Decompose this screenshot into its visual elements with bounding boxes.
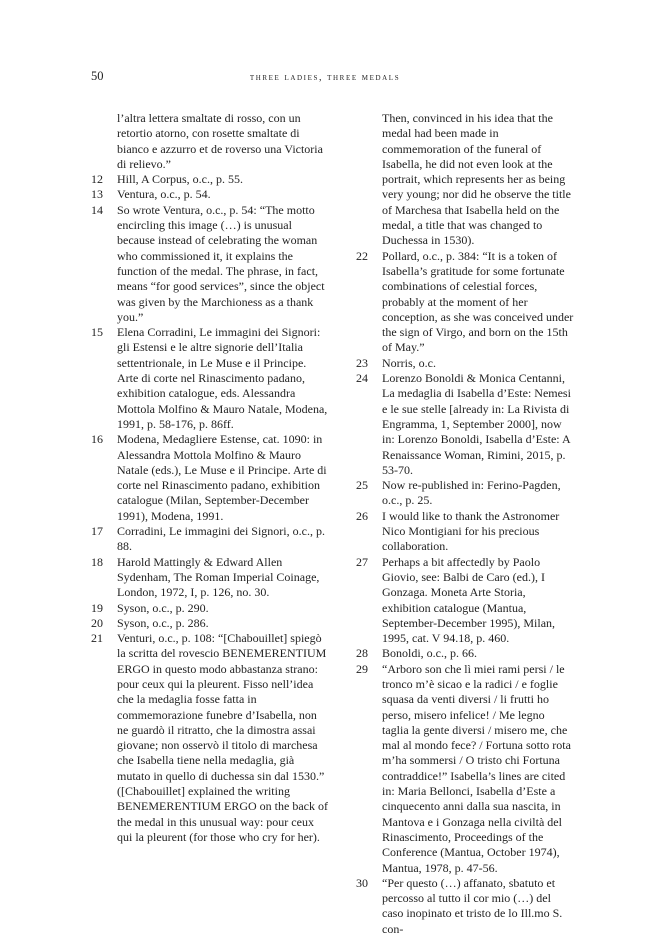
endnote-number: 23: [356, 355, 368, 370]
endnote-number: 29: [356, 661, 368, 676]
endnote-text: I would like to thank the Astronomer Nico Montigiani for his precious collaboration.: [382, 508, 560, 554]
note-continuation: Then, convinced in his idea that the medal had been made in commemoration of the funeral of Isabella, he did not even look at the portrait, which represents her as being very young; nor did he observe the title of Marchesa that Isabella held on the medal, a title that was changed to Duchessa in 1530).: [382, 111, 571, 248]
endnote: [91, 172, 329, 187]
endnote: [91, 631, 329, 845]
endnote: [356, 371, 574, 478]
endnote: [91, 616, 329, 631]
endnote-number: 18: [91, 554, 103, 569]
endnote: [91, 555, 329, 601]
endnote-text: Hill, A Corpus, o.c., p. 55.: [117, 172, 244, 187]
endnote-text: Now re-published in: Ferino-Pagden, o.c., p. 25.: [382, 478, 561, 508]
endnote-text: Harold Mattingly & Edward Allen Sydenham, The Roman Imperial Coinage, London, 1972, I, p. 126, no. 30.: [117, 554, 320, 600]
endnote-number: 14: [91, 202, 103, 217]
note-continuation: l’altra lettera smaltate di rosso, con un retortio atorno, con rosette smaltate di bianco e azzurro et de roverso una Victoria di relievo.”: [117, 111, 323, 171]
endnote-number: 25: [356, 478, 368, 493]
endnote-number: 30: [356, 875, 368, 890]
endnote-number: 13: [91, 187, 103, 202]
endnote-number: 19: [91, 600, 103, 615]
endnote: [356, 478, 574, 509]
endnote-text: Elena Corradini, Le immagini dei Signori: gli Estensi e le altre signorie dell’Italia settentrionale, in Le Muse e il Principe. Arte di corte nel Rinascimento padano, exhibition catalogue, eds. Alessandra Mottola Molfino & Mauro Natale, Modena, 1991, p. 58-176, p. 86ff.: [117, 325, 328, 431]
endnote-text: “Per questo (…) affanato, sbatuto et percosso al tutto il cor mio (…) del caso inopinato et tristo de lo Ill.mo S. con-: [382, 875, 563, 936]
endnote: [356, 662, 574, 876]
endnote: [356, 249, 574, 356]
endnote-number: 17: [91, 524, 103, 539]
endnote: [356, 509, 574, 555]
endnote: [356, 646, 574, 661]
endnote-number: 15: [91, 325, 103, 340]
endnote: [91, 325, 329, 432]
endnote-text: Corradini, Le immagini dei Signori, o.c., p. 88.: [117, 524, 325, 554]
endnote: [91, 432, 329, 524]
endnote-number: 27: [356, 554, 368, 569]
endnote-text: Modena, Medagliere Estense, cat. 1090: in Alessandra Mottola Molfino & Mauro Natale (eds.), Le Muse e il Principe. Arte di corte nel Rinascimento padano, exhibition catalogue (Milan, September-December 1991), Modena, 1991.: [117, 432, 327, 523]
endnote-text: Pollard, o.c., p. 384: “It is a token of Isabella’s gratitude for some fortunate combinations of celestial forces, probably at the moment of her conception, as she was conceived under the sign of Virgo, and born on the 15th of May.”: [382, 248, 574, 355]
endnote-number: 22: [356, 248, 368, 263]
endnote-text: Syson, o.c., p. 290.: [117, 600, 209, 615]
endnote: [356, 555, 574, 647]
page-number: 50: [91, 69, 104, 83]
endnote: [356, 876, 574, 937]
endnote: [356, 356, 574, 371]
endnote-text: Syson, o.c., p. 286.: [117, 615, 209, 630]
endnote-number: 21: [91, 631, 103, 646]
endnote-number: 26: [356, 508, 368, 523]
right-column: [356, 111, 574, 937]
endnote-text: “Arboro son che lì miei rami persi / le tronco m’è sicao e la radici / e foglie squasa da venti diversi / li frutti ho perso, misero infelice! / Me legno taglia la gente diversi / misero me, che mal al mondo fece? / Fortuna sotto rota m’ha sommersi / O tristo chi Fortuna contraddice!” Isabella’s lines are cited in: Maria Bellonci, Isabella d’Este a cinquecento anni dalla sua nascita, in Mantova e i Gonzaga nella civiltà del Rinascimento, Proceedings of the Conference (Mantua, October 1974), Mantua, 1978, p. 47-56.: [382, 661, 571, 875]
endnote-text: So wrote Ventura, o.c., p. 54: “The motto encircling this image (…) is unusual because instead of celebrating the woman who commissioned it, it explains the function of the medal. The phrase, in fact, means “for good services”, since the object was given by the Marchioness as a thank you.”: [117, 202, 325, 324]
endnote: [91, 524, 329, 555]
endnote: [91, 203, 329, 325]
endnote-number: 28: [356, 646, 368, 661]
left-column: [91, 111, 329, 845]
endnote-number: 24: [356, 371, 368, 386]
endnote: [91, 601, 329, 616]
endnote: [91, 187, 329, 202]
endnote-text: Norris, o.c.: [382, 355, 436, 370]
endnote-number: 12: [91, 172, 103, 187]
endnote-number: 16: [91, 432, 103, 447]
endnote-text: Ventura, o.c., p. 54.: [117, 187, 211, 202]
endnote-text: Bonoldi, o.c., p. 66.: [382, 646, 477, 661]
endnote-number: 20: [91, 615, 103, 630]
endnote-text: Lorenzo Bonoldi & Monica Centanni, La medaglia di Isabella d’Este: Nemesi e le sue stelle [already in: La Rivista di Engramma, 1, September 2000], now in: Lorenzo Bonoldi, Isabella d’Este: A Renaissance Woman, Rimini, 2015, p. 53-70.: [382, 371, 571, 477]
running-head: three ladies, three medals: [249, 72, 401, 83]
endnote-text: Perhaps a bit affectedly by Paolo Giovio, see: Balbi de Caro (ed.), I Gonzaga. Moneta Arte Storia, exhibition catalogue (Mantua, September-December 1995), Milan, 1995, cat. V 94.18, p. 460.: [382, 554, 556, 646]
endnote-text: Venturi, o.c., p. 108: “[Chabouillet] spiegò la scritta del rovescio BENEMERENTIUM ERGO in questo modo abbastanza strano: pour ceux qui la pleurent. Fisso nell’idea che la medaglia fosse fatta in commemorazione funebre d’Isabella, non ne guardò il ritratto, che la dimostra assai giovane; non osservò il titolo di marchesa che Isabella tiene nella medaglia, già mutato in quello di duchessa sin dal 1530.” ([Chabouillet] explained the writing BENEMERENTIUM ERGO on the back of the medal in this unusual way: pour ceux qui la pleurent (for those who cry for her).: [117, 631, 328, 844]
